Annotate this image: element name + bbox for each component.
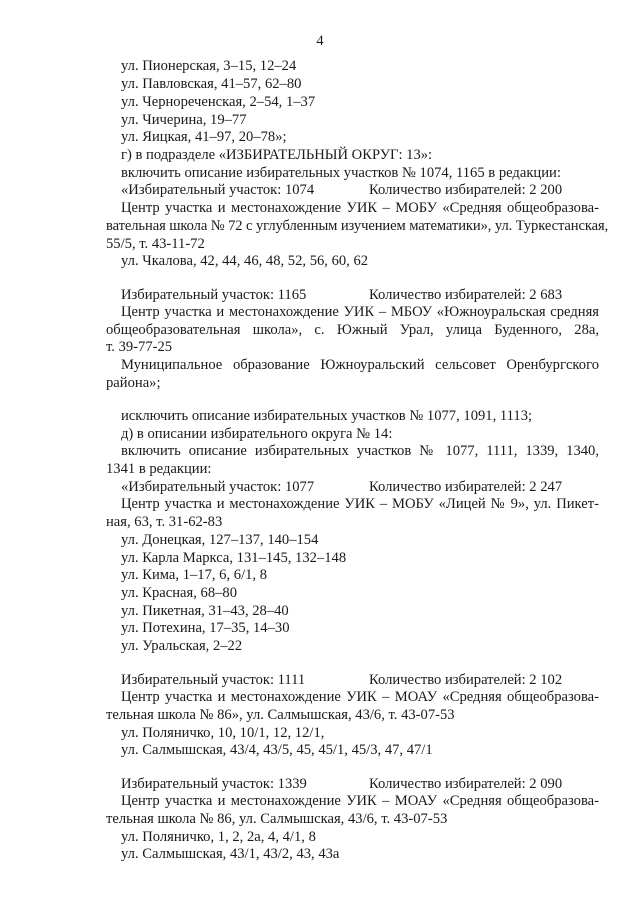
subsection-heading: д) в описании избирательного округа № 14: — [121, 426, 393, 442]
text-line: исключить описание избирательных участков № 1077, 1091, 1113; — [121, 408, 533, 424]
street-line: ул. Потехина, 17–35, 14–30 — [121, 620, 290, 636]
precinct-header — [121, 672, 601, 689]
street-line: ул. Салмышская, 43/4, 43/5, 45, 45/1, 45/3, 47, 47/1 — [121, 742, 433, 758]
street-line: ул. Поляничко, 10, 10/1, 12, 12/1, — [121, 725, 325, 741]
street-line: ул. Уральская, 2–22 — [121, 638, 243, 654]
street-line: ул. Пикетная, 31–43, 28–40 — [121, 603, 289, 619]
precinct-number: Избирательный участок: 1339 — [121, 776, 307, 792]
precinct-number: Избирательный участок: 1165 — [121, 287, 307, 303]
street-line: ул. Красная, 68–80 — [121, 585, 238, 601]
text-line: 55/5, т. 43-11-72 — [106, 236, 205, 252]
street-line: ул. Павловская, 41–57, 62–80 — [121, 76, 302, 92]
voter-count: Количество избирателей: 2 200 — [369, 182, 563, 198]
precinct-number: «Избирательный участок: 1077 — [121, 479, 315, 495]
street-line: ул. Карла Маркса, 131–145, 132–148 — [121, 550, 347, 566]
voter-count: Количество избирателей: 2 102 — [369, 672, 563, 688]
text-line: вательная школа № 72 с углубленным изучением математики», ул. Туркестанская, — [106, 218, 609, 234]
voter-count: Количество избирателей: 2 247 — [369, 479, 563, 495]
street-line: ул. Чичерина, 19–77 — [121, 112, 247, 128]
precinct-header — [121, 776, 601, 793]
text-line: района»; — [106, 375, 161, 391]
street-line: ул. Чкалова, 42, 44, 46, 48, 52, 56, 60, 62 — [121, 253, 369, 269]
text-line: Центр участка и местонахождение УИК – МОБУ «Средняя общеобразова- — [121, 200, 599, 216]
precinct-header — [121, 479, 601, 496]
text-line: тельная школа № 86», ул. Салмышская, 43/6, т. 43-07-53 — [106, 707, 455, 723]
text-line: Центр участка и местонахождение УИК – МОАУ «Средняя общеобразова- — [121, 793, 599, 809]
precinct-header — [121, 287, 601, 304]
street-line: ул. Поляничко, 1, 2, 2а, 4, 4/1, 8 — [121, 829, 316, 845]
text-line: включить описание избирательных участков № 1077, 1111, 1339, 1340, — [121, 443, 599, 459]
text-line: Муниципальное образование Южноуральский сельсовет Оренбургского — [121, 357, 599, 373]
text-line: т. 39-77-25 — [106, 339, 173, 355]
street-line: ул. Салмышская, 43/1, 43/2, 43, 43а — [121, 846, 340, 862]
street-line: ул. Донецкая, 127–137, 140–154 — [121, 532, 319, 548]
street-line: ул. Яицкая, 41–97, 20–78»; — [121, 129, 287, 145]
precinct-header — [121, 182, 601, 199]
text-line: Центр участка и местонахождение УИК – МБОУ «Южноуральская средняя — [121, 304, 599, 320]
page-number: 4 — [316, 33, 324, 49]
text-line: 1341 в редакции: — [106, 461, 212, 477]
precinct-number: Избирательный участок: 1111 — [121, 672, 306, 688]
street-line: ул. Кима, 1–17, 6, 6/1, 8 — [121, 567, 268, 583]
text-line: Центр участка и местонахождение УИК – МОБУ «Лицей № 9», ул. Пикет- — [121, 496, 599, 512]
text-line: Центр участка и местонахождение УИК – МОАУ «Средняя общеобразова- — [121, 689, 599, 705]
street-line: ул. Пионерская, 3–15, 12–24 — [121, 58, 297, 74]
precinct-number: «Избирательный участок: 1074 — [121, 182, 315, 198]
text-line: общеобразовательная школа», с. Южный Урал, улица Буденного, 28а, — [106, 322, 599, 338]
text-line: включить описание избирательных участков № 1074, 1165 в редакции: — [121, 165, 561, 181]
text-line: тельная школа № 86, ул. Салмышская, 43/6, т. 43-07-53 — [106, 811, 448, 827]
text-line: ная, 63, т. 31-62-83 — [106, 514, 223, 530]
voter-count: Количество избирателей: 2 683 — [369, 287, 563, 303]
street-line: ул. Чернореченская, 2–54, 1–37 — [121, 94, 316, 110]
subsection-heading: г) в подразделе «ИЗБИРАТЕЛЬНЫЙ ОКРУГ: 13»: — [121, 147, 433, 163]
voter-count: Количество избирателей: 2 090 — [369, 776, 563, 792]
